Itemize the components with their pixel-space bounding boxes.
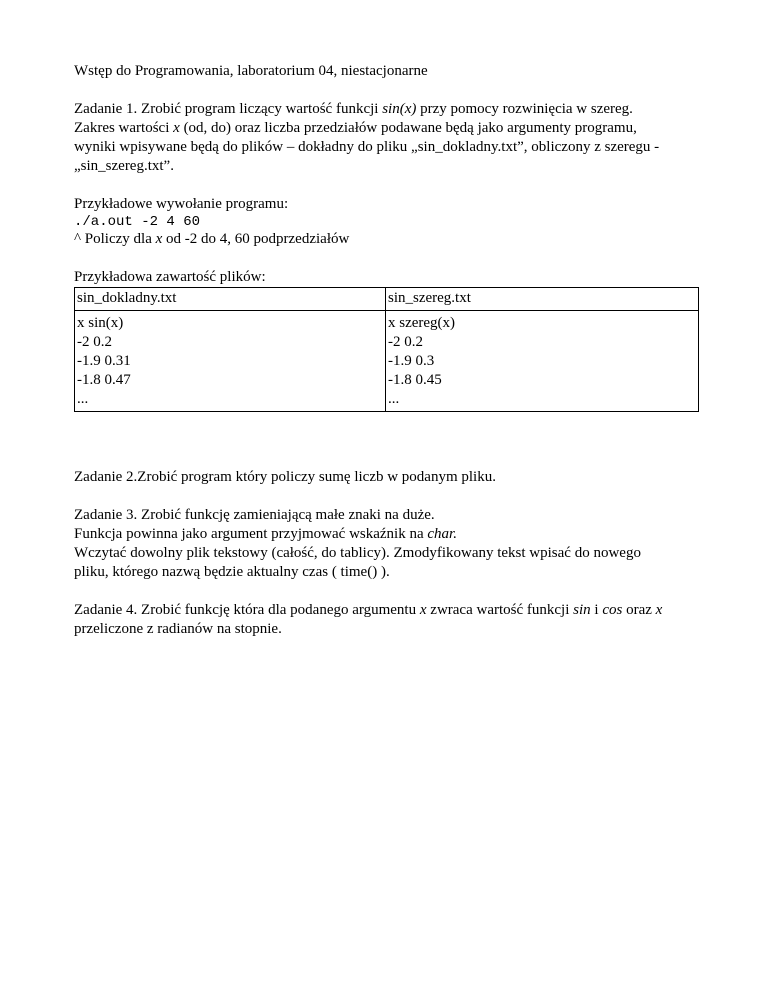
task-1-text: Zakres wartości (74, 120, 174, 136)
x-term: x (419, 602, 427, 618)
task-4-line-1 (74, 601, 704, 620)
example-command: ./a.out -2 4 60 (74, 214, 201, 230)
list-item: x szereg(x) (388, 315, 456, 331)
table-row (75, 311, 699, 412)
task-4-text: zwraca wartość funkcji (426, 602, 574, 618)
char-term: char. (427, 526, 457, 542)
task-4-text: oraz (622, 602, 656, 618)
task-2 (74, 468, 704, 487)
task-4-line-2: przeliczone z radianów na stopnie. (74, 621, 282, 637)
list-item: ... (388, 391, 400, 407)
document-title: Wstęp do Programowania, laboratorium 04, niestacjonarne (74, 63, 428, 79)
example-call-heading: Przykładowe wywołanie programu: (74, 196, 289, 212)
task-3-line-3: Wczytać dowolny plik tekstowy (całość, do tablicy). Zmodyfikowany tekst wpisać do nowego (74, 545, 641, 561)
x-term: x (155, 231, 163, 247)
files-table (74, 287, 699, 412)
task-1-line-3: wyniki wpisywane będą do plików – dokładny do pliku „sin_dokladny.txt”, obliczony z szeregu - (74, 139, 660, 155)
task-4-text: i (590, 602, 603, 618)
example-call (74, 195, 704, 249)
sin-term: sin (573, 602, 591, 618)
task-4-text: Zadanie 4. Zrobić funkcję która dla podanego argumentu (74, 602, 420, 618)
task-1-text: przy pomocy rozwinięcia w szereg. (416, 101, 633, 117)
task-1-line-1 (74, 100, 704, 119)
list-item: -1.8 0.47 (77, 372, 131, 388)
list-item: x sin(x) (77, 315, 124, 331)
task-3-line-2 (74, 525, 704, 544)
sin-dokladny-contents (75, 311, 386, 412)
task-3-line-4: pliku, którego nazwą będzie aktualny czas ( time() ). (74, 564, 390, 580)
x-term: x (173, 120, 180, 136)
list-item: -1.8 0.45 (388, 372, 442, 388)
task-3-line-1: Zadanie 3. Zrobić funkcję zamieniającą małe znaki na duże. (74, 507, 435, 523)
list-item: -2 0.2 (77, 334, 112, 350)
note-text: ^ Policzy dla (74, 231, 156, 247)
list-item: -1.9 0.31 (77, 353, 131, 369)
example-call-note (74, 230, 704, 249)
note-text: od -2 do 4, 60 podprzedziałów (162, 231, 350, 247)
task-1-line-2 (74, 119, 704, 138)
sin-szereg-contents (386, 311, 699, 412)
table-header-row (75, 288, 699, 311)
files-section (74, 268, 704, 412)
list-item: ... (77, 391, 89, 407)
cos-term: cos (602, 602, 623, 618)
task-1-text: Zadanie 1. Zrobić program liczący wartość funkcji (74, 101, 383, 117)
x-term: x (655, 602, 663, 618)
column-header-sin-dokladny: sin_dokladny.txt (75, 288, 386, 311)
list-item: -1.9 0.3 (388, 353, 435, 369)
list-item: -2 0.2 (388, 334, 423, 350)
sin-x-term: sin(x) (382, 101, 417, 117)
task-1-line-4: „sin_szereg.txt”. (74, 158, 174, 174)
document-page (74, 62, 704, 658)
task-3-text: Funkcja powinna jako argument przyjmować wskaźnik na (74, 526, 428, 542)
column-header-sin-szereg: sin_szereg.txt (386, 288, 699, 311)
task-1-text: (od, do) oraz liczba przedziałów podawane będą jako argumenty programu, (179, 120, 637, 136)
task-4 (74, 601, 704, 639)
task-3 (74, 506, 704, 582)
task-2-text: Zadanie 2.Zrobić program który policzy sumę liczb w podanym pliku. (74, 469, 496, 485)
task-1 (74, 100, 704, 176)
files-heading: Przykładowa zawartość plików: (74, 269, 266, 285)
